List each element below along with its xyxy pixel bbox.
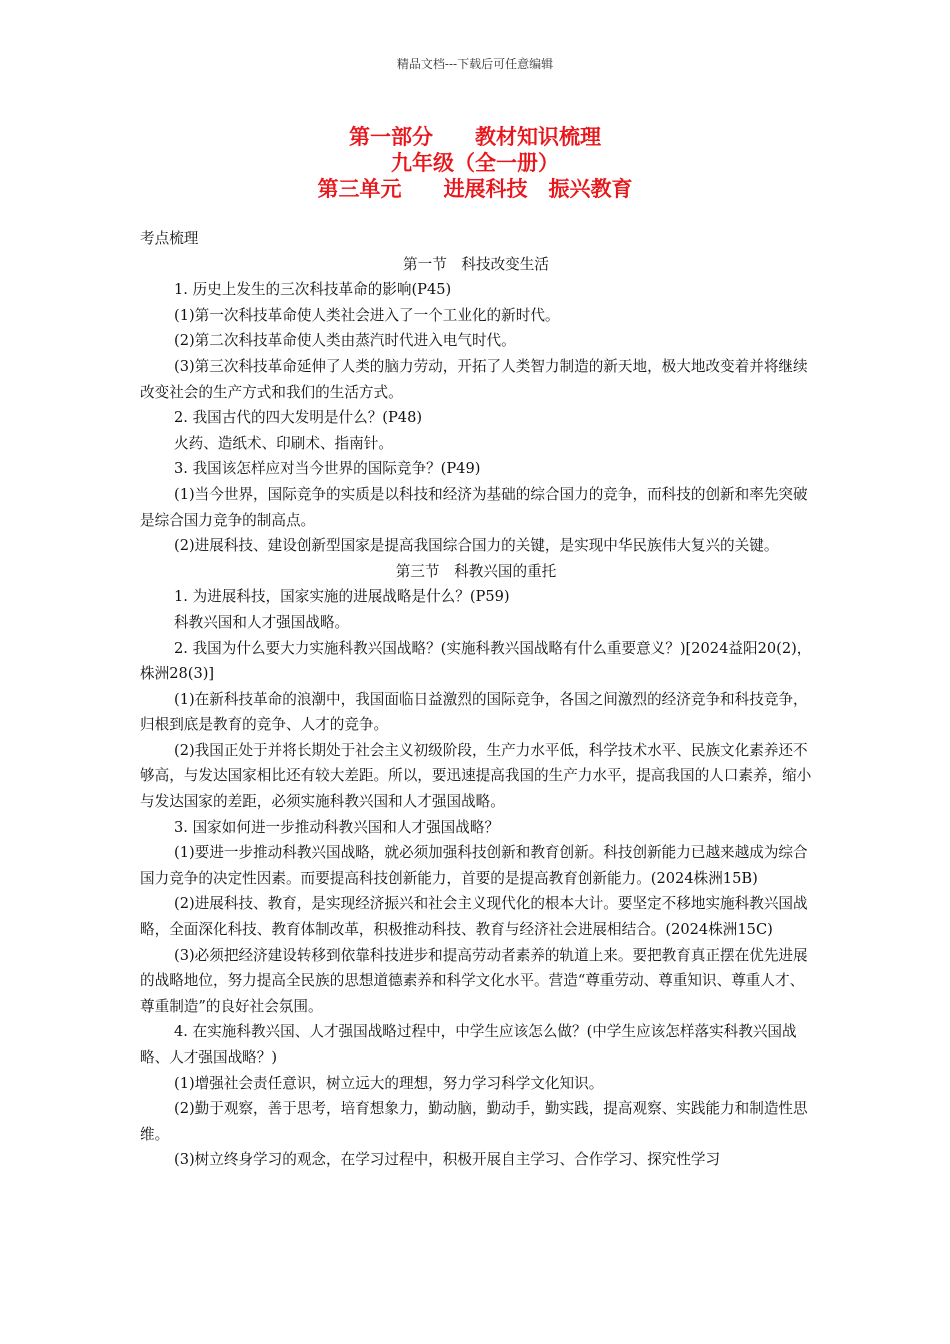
paragraph: (3)必须把经济建设转移到依靠科技进步和提高劳动者素养的轨道上来。要把教育真正摆在优先进展的战略地位，努力提高全民族的思想道德素养和科学文化水平。营造“尊重劳动、尊重知识、尊重人才、尊重制造”的良好社会氛围。 [140, 946, 808, 1015]
paragraph: (2)进展科技、建设创新型国家是提高我国综合国力的关键，是实现中华民族伟大复兴的关键。 [174, 537, 779, 555]
paragraph: (3)第三次科技革命延伸了人类的脑力劳动，开拓了人类智力制造的新天地，极大地改变着并将继续改变社会的生产方式和我们的生活方式。 [140, 357, 808, 401]
paragraph: (3)树立终身学习的观念，在学习过程中，积极开展自主学习、合作学习、探究性学习 [174, 1151, 721, 1169]
title-line-1: 第一部分 教材知识梳理 [349, 124, 601, 149]
section-label: 考点梳理 [140, 230, 199, 247]
paragraph: (2)进展科技、教育，是实现经济振兴和社会主义现代化的根本大计。要坚定不移地实施科教兴国战略，全面深化科技、教育体制改革，积极推动科技、教育与经济社会进展相结合。(2024株洲15C) [140, 895, 808, 939]
paragraph: 4. 在实施科教兴国、人才强国战略过程中，中学生应该怎么做？(中学生应该怎样落实科教兴国战略、人才强国战略？) [140, 1023, 797, 1066]
paragraph: (1)当今世界，国际竞争的实质是以科技和经济为基础的综合国力的竞争，而科技的创新和率先突破是综合国力竞争的制高点。 [140, 485, 808, 529]
document-body [140, 226, 812, 1173]
paragraph: (1)要进一步推动科教兴国战略，就必须加强科技创新和教育创新。科技创新能力已越来越成为综合国力竞争的决定性因素。而要提高科技创新能力，首要的是提高教育创新能力。(2024株洲15B) [140, 844, 808, 887]
paragraph: 1. 为进展科技，国家实施的进展战略是什么？(P59) [174, 588, 510, 606]
paragraph: 3. 我国该怎样应对当今世界的国际竞争？(P49) [174, 460, 481, 478]
document-title [0, 124, 950, 202]
paragraph: 火药、造纸术、印刷术、指南针。 [174, 434, 393, 452]
paragraph: (1)增强社会责任意识，树立远大的理想，努力学习科学文化知识。 [174, 1074, 604, 1092]
section-1-title: 第一节 科技改变生活 [403, 255, 549, 273]
title-line-2: 九年级（全一册） [391, 150, 559, 175]
paragraph: 2. 我国为什么要大力实施科教兴国战略？(实施科教兴国战略有什么重要意义？)[2024益阳20(2)，株洲28(3)] [140, 639, 812, 683]
section-3-title: 第三节 科教兴国的重托 [395, 562, 557, 580]
paragraph: 科教兴国和人才强国战略。 [174, 613, 350, 631]
paragraph: 1. 历史上发生的三次科技革命的影响(P45) [174, 281, 452, 299]
paragraph: 2. 我国古代的四大发明是什么？(P48) [174, 409, 423, 427]
paragraph: 3. 国家如何进一步推动科教兴国和人才强国战略？ [174, 818, 500, 836]
paragraph: (2)第二次科技革命使人类由蒸汽时代进入电气时代。 [174, 332, 516, 350]
title-line-3: 第三单元 进展科技 振兴教育 [317, 176, 633, 201]
paragraph: (1)在新科技革命的浪潮中，我国面临日益激烈的国际竞争，各国之间激烈的经济竞争和科技竞争，归根到底是教育的竞争、人才的竞争。 [140, 690, 808, 734]
paragraph: (2)勤于观察，善于思考，培育想象力，勤动脑，勤动手，勤实践，提高观察、实践能力和制造性思维。 [140, 1100, 808, 1143]
header-note: 精品文档---下载后可任意编辑 [396, 57, 554, 71]
paragraph: (1)第一次科技革命使人类社会进入了一个工业化的新时代。 [174, 306, 560, 324]
paragraph: (2)我国正处于并将长期处于社会主义初级阶段，生产力水平低，科学技术水平、民族文化素养还不够高，与发达国家相比还有较大差距。所以，要迅速提高我国的生产力水平，提高我国的人口素养，缩小与发达国家的差距，必须实施科教兴国和人才强国战略。 [140, 741, 812, 811]
